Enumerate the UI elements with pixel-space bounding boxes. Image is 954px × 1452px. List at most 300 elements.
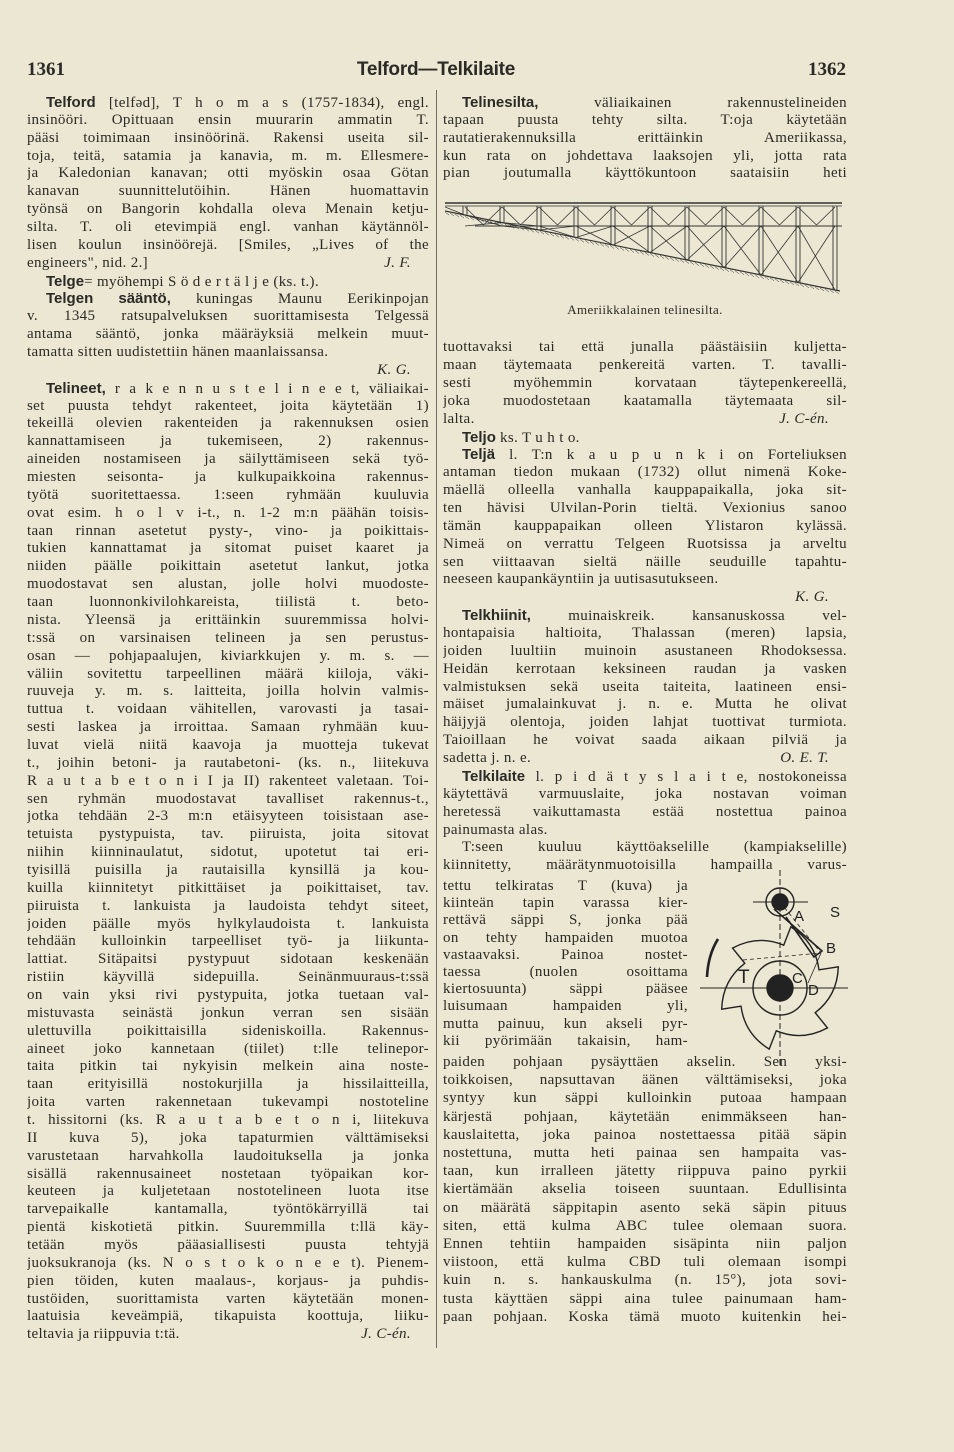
text-line-body: tämän kauppapaikan olleen Ylistaron kylässä.	[443, 517, 847, 534]
text-line	[443, 1108, 847, 1126]
author-signature: K. G.	[795, 589, 829, 606]
text-line	[443, 714, 847, 732]
text-line	[27, 773, 429, 791]
text-line	[27, 540, 429, 558]
text-line-body: piiruista t. lankuista ja laudoista tehdyt siteet,	[27, 897, 429, 914]
text-line	[27, 326, 429, 344]
text-line-body: [telfəd], T h o m a s (1757-1834), engl.	[95, 95, 429, 111]
text-line-content	[443, 411, 475, 429]
text-line-body: tapaan puusta tehty silta. T:oja käytetään	[443, 111, 847, 128]
text-line-body: tukien kannattamat ja sitomat puiset kaaret ja	[27, 540, 429, 557]
dictionary-entry	[27, 290, 429, 379]
ground-hatching	[545, 233, 549, 236]
ground-hatching	[725, 269, 729, 272]
text-line	[27, 523, 429, 541]
text-line	[443, 1144, 847, 1162]
text-line-body: kauslaitetta, joka painoa nostettaessa pitää säpin	[443, 1126, 847, 1143]
text-line	[27, 1291, 429, 1309]
text-line-body: ja Kaledonian kanavan; otti myöskin osaa Götan	[27, 165, 429, 182]
ground-hatching	[610, 246, 614, 249]
text-line	[27, 1041, 429, 1059]
right-end-text	[443, 1053, 847, 1326]
ground-line	[445, 211, 840, 291]
ground-hatching	[450, 213, 454, 216]
text-line	[27, 737, 429, 755]
ground-hatching	[640, 252, 644, 255]
bridge-member	[650, 226, 687, 253]
paragraph	[443, 1053, 847, 1326]
text-line-body: taan luonnonkivilohkareista, tiilistä t. beto-	[27, 594, 429, 611]
text-line-body: niihin kiinninaulatut, sidotut, upotetut tai eri-	[27, 844, 429, 861]
text-line	[27, 290, 429, 308]
text-line	[27, 1273, 429, 1291]
text-line	[443, 696, 847, 714]
text-line	[27, 398, 429, 416]
text-line-body: tehdään kulloinkin tarpeelliset työ- ja liikunta-	[27, 933, 429, 950]
bridge-member	[558, 207, 577, 225]
page-number-right: 1362	[808, 59, 846, 80]
ground-hatching	[550, 234, 554, 237]
bridge-member	[502, 207, 521, 225]
text-line	[27, 433, 429, 451]
entry-headword: Telford	[46, 94, 96, 111]
text-line: kii pyörimään takaisin, ham-	[443, 1032, 688, 1049]
bridge-member	[706, 207, 725, 225]
text-line	[443, 518, 847, 536]
text-line-body: t:ssä on varsinaisen telineen ja sen perustus-	[27, 629, 429, 646]
text-line-body: ovat esim. h o l v i-t., n. 1-2 m:n päähän toisis-	[27, 504, 429, 521]
bridge-member	[595, 207, 614, 225]
bridge-member	[798, 207, 817, 225]
text-line	[443, 500, 847, 518]
text-line	[27, 844, 429, 862]
text-line-body: taan rinnan asetetut pysty-, vino- ja poikittais-	[27, 522, 429, 539]
text-line	[443, 1271, 847, 1289]
text-line	[443, 1217, 847, 1235]
text-line	[27, 1058, 429, 1076]
ground-hatching	[795, 283, 799, 286]
text-line-body: insinööri. Opittuaan ensin muurarin ammatin T.	[27, 111, 429, 128]
text-line	[443, 786, 847, 804]
text-line-body: joiden päälle myös hylkylaudoista t. lankuista	[27, 915, 429, 932]
text-line	[27, 505, 429, 523]
text-line	[27, 1076, 429, 1094]
figure-caption: Ameriikkalainen telinesilta.	[567, 302, 723, 318]
entry-headword: Telkhiinit,	[462, 607, 531, 625]
text-line-body: mistuvasta seinästä jonkun verran sen sisään	[27, 1004, 429, 1021]
author-signature: J. C-én.	[361, 1326, 411, 1343]
ground-hatching	[785, 281, 789, 284]
text-line	[443, 589, 847, 607]
text-line	[443, 839, 847, 857]
text-line-body: ristiin käyvillä sidepuilla. Seinänmuuraus-t:ssä	[27, 969, 429, 986]
text-line-body: nostettuna, mutta heti painaa sen hampaita vas-	[443, 1145, 847, 1162]
text-line	[27, 380, 429, 398]
ground-hatching	[595, 243, 599, 246]
text-line	[27, 755, 429, 773]
ground-hatching	[800, 284, 804, 287]
text-line	[27, 683, 429, 701]
text-line-body: on määrätä säppitapin asento sekä säpin pituus	[443, 1199, 847, 1216]
gear-label-b: B	[826, 940, 837, 958]
text-line	[443, 679, 847, 697]
ground-hatching	[735, 271, 739, 274]
ground-hatching	[535, 231, 539, 234]
text-line: luisumaan hampaiden yli,	[443, 998, 688, 1015]
text-line	[443, 1253, 847, 1271]
text-line	[27, 880, 429, 898]
text-line-body: tamatta sitten uudistettiin hänen maanlaissansa.	[27, 344, 329, 361]
text-line	[27, 1183, 429, 1201]
text-line	[27, 1308, 429, 1326]
text-line	[443, 732, 847, 750]
text-line-body: T:seen kuuluu käyttöakselille (kampiakselille)	[462, 839, 847, 856]
text-line-body: kuin n. s. hankauskulma (n. 15°), jota sovi-	[443, 1272, 847, 1289]
text-line	[27, 933, 429, 951]
text-line	[27, 451, 429, 469]
text-line	[27, 594, 429, 612]
text-line-body: tusta käyttäen säppi aina tulee painumaan ham-	[443, 1290, 847, 1307]
right-mid-text	[443, 339, 847, 875]
text-line-body: viistoon, että kulma CBD tuli olemaan isompi	[443, 1254, 847, 1271]
ground-hatching	[455, 214, 459, 217]
text-line	[443, 571, 847, 589]
text-line-body: kiertämään akselia toiseen suuntaan. Edullisinta	[443, 1181, 847, 1198]
ground-hatching	[650, 254, 654, 257]
ground-hatching	[600, 244, 604, 247]
text-line	[27, 1023, 429, 1041]
ground-hatching	[465, 216, 469, 219]
text-line-body: pian joutumalla käyttökuntoon saataisiin heti	[443, 165, 847, 182]
text-line-body: tetään myös pääasiallisesti puusta tehtyjä	[27, 1237, 429, 1253]
text-line	[27, 1005, 429, 1023]
text-line	[443, 625, 847, 643]
text-line	[27, 1255, 429, 1273]
text-line: mutta painuu, kun akseli pyr-	[443, 1015, 688, 1032]
text-line	[443, 554, 847, 572]
text-line-body: joita varten rakennetaan tukevampi nostoteline	[27, 1094, 429, 1111]
text-line	[443, 94, 847, 112]
text-line	[443, 464, 847, 482]
text-line	[27, 1201, 429, 1219]
ground-hatching	[645, 253, 649, 256]
text-line	[27, 94, 429, 112]
text-line	[443, 482, 847, 500]
author-signature: J. F.	[384, 254, 411, 271]
text-line	[443, 148, 847, 166]
text-line-body: R a u t a b e t o n i I ja II) rakenteet valetaan. Toi-	[27, 772, 429, 789]
text-line-body: aineiden nostamiseen ja säilyttämiseen sekä työ-	[27, 451, 429, 468]
gear-label-a: A	[794, 908, 805, 926]
dictionary-entry	[443, 607, 847, 768]
text-line-body: työnsä on Bangorin kohdalla oleva Menain ketju-	[27, 201, 429, 218]
text-line-body: siten, että kulma ABC tulee olemaan suora.	[443, 1217, 847, 1234]
text-line	[443, 339, 847, 357]
text-line-body: käytettävä varmuuslaite, joka nostavan voiman	[443, 785, 847, 802]
text-line-body: kuilla kiinnitetyt pitkittäiset ja poikittaiset, tav.	[27, 879, 429, 896]
ground-hatching	[675, 259, 679, 262]
text-line-content	[27, 255, 148, 273]
text-line-body: tuottavaksi tai että junalla päästäisiin kuljetta-	[443, 339, 847, 356]
text-line	[443, 1180, 847, 1198]
text-line: rettävä säppi S, jonka pää	[443, 912, 688, 929]
text-line	[27, 487, 429, 505]
text-line-body: lalta.	[443, 410, 475, 427]
text-line-body: painumasta alas.	[443, 821, 548, 838]
text-line-content	[27, 1326, 180, 1344]
text-line	[443, 1162, 847, 1180]
ground-hatching	[655, 255, 659, 258]
entry-headword: Telineet,	[46, 379, 106, 397]
text-line-body: kun rata on johdettava laaksojen yli, jotta rata	[443, 147, 847, 164]
ground-hatching	[605, 245, 609, 248]
text-line	[27, 987, 429, 1005]
entry-headword: Telgen sääntö,	[46, 290, 171, 308]
text-line	[27, 898, 429, 916]
text-line	[27, 576, 429, 594]
text-line-body: = myöhempi S ö d e r t ä l j e (ks. t.).	[84, 273, 320, 290]
text-line-body: hontapaisia haltioita, Thalassan (meren) lapsia,	[443, 625, 847, 642]
dictionary-entry	[443, 768, 847, 839]
text-line	[27, 1237, 429, 1255]
text-line-body: väliin sovitettu tarpeellinen määrä kiiloja, väki-	[27, 665, 429, 682]
text-line	[27, 612, 429, 630]
text-line	[27, 969, 429, 987]
text-line-body: r a k e n n u s t e l i n e e t, väliaikai-	[105, 380, 429, 397]
text-line	[27, 1219, 429, 1237]
text-line-body: pien töiden, kuten maalaus-, korjaus- ja puhdis-	[27, 1272, 429, 1289]
text-line	[443, 357, 847, 375]
gear-label-t: T	[738, 967, 750, 989]
ground-hatching	[580, 240, 584, 243]
ground-hatching	[670, 258, 674, 261]
ratchet-gear-diagram	[688, 865, 853, 1070]
text-line	[443, 536, 847, 554]
bridge-member	[650, 207, 669, 225]
ground-hatching	[620, 248, 624, 251]
text-line-body: II kuva 5), joka tapaturmien välttämiseksi	[27, 1129, 429, 1146]
text-line-body: l. p i d ä t y s l a i t e, nostokoneissa	[525, 768, 847, 785]
bridge-member	[576, 207, 595, 225]
ground-hatching	[665, 257, 669, 260]
text-line-body: nista. Yleensä ja erittäinkin suuremmissa holvi-	[27, 611, 429, 628]
text-line	[443, 643, 847, 661]
text-line-body: maan täytemaata penkereitä varten. T. tavalli-	[443, 357, 847, 374]
text-line-body: jotka tehdään 2-3 m:n etäisyyteen toisistaan ase-	[27, 808, 429, 825]
text-line	[27, 237, 429, 255]
text-line	[27, 826, 429, 844]
text-line	[27, 1130, 429, 1148]
ratchet-section	[443, 878, 847, 1050]
text-line	[27, 701, 429, 719]
text-line-body: muinaiskreik. kansanuskossa vel-	[530, 608, 847, 625]
ground-hatching	[740, 272, 744, 275]
text-line	[443, 411, 847, 429]
ground-hatching	[830, 290, 834, 293]
text-line	[27, 112, 429, 130]
text-line-body: mäiset jumalainkuvat j. n. e. Mutta he olivat	[443, 696, 847, 713]
ground-hatching	[625, 249, 629, 252]
text-line-body: pääsi toimimaan insinöörinä. Rakensi useita sil-	[27, 129, 429, 146]
text-line-body: joiden luultiin muinoin asustaneen Rhodoksessa.	[443, 642, 847, 659]
ground-hatching	[710, 266, 714, 269]
text-line-body: set puusta tehdyt rakenteet, joita käytetään 1)	[27, 397, 429, 414]
text-line	[27, 201, 429, 219]
bridge-member	[613, 226, 650, 245]
entry-headword: Telge	[46, 272, 85, 290]
text-line-body: miesten seisonta- ja kulkupaikkoina rakennus-	[27, 469, 429, 486]
text-line-body: kiinnitetty, määrätynmuotoisilla hampailla varus-	[443, 857, 847, 874]
text-line-body: joka muodostetaan kaatamalla täytemaata sil-	[443, 392, 847, 409]
entry-headword: Telkilaite	[462, 767, 526, 785]
text-line	[27, 344, 429, 362]
bridge-member	[687, 207, 706, 225]
text-line	[443, 130, 847, 148]
text-line-body: sisällä rakennusaineet nostetaan työpaikan kor-	[27, 1165, 429, 1182]
gear-label-c: C	[792, 970, 803, 988]
text-line-content	[443, 750, 531, 768]
ground-hatching	[570, 238, 574, 241]
text-line-body: juoksukranoja (ks. N o s t o k o n e e t). Pienem-	[27, 1254, 429, 1271]
text-line-body: taita pitkin tai nykyisin melkein aina noste-	[27, 1058, 429, 1075]
bridge-member	[780, 207, 799, 225]
ground-hatching	[445, 212, 449, 215]
ground-hatching	[745, 273, 749, 276]
text-line	[27, 362, 429, 380]
text-line-body: sesti myöhemmin korvataan täytepenkereellä,	[443, 375, 847, 392]
bridge-member	[521, 207, 540, 225]
ground-hatching	[700, 264, 704, 267]
text-line	[27, 255, 429, 273]
text-line	[443, 822, 847, 840]
ground-hatching	[825, 289, 829, 292]
text-line: taessa (nuolen osoittama	[443, 964, 688, 981]
text-line-body: pientä kiskotietä pitkin. Suuremmilla t:llä käy-	[27, 1219, 429, 1236]
bridge-member	[669, 207, 688, 225]
text-line	[27, 1148, 429, 1166]
text-line	[443, 768, 847, 786]
text-line	[443, 804, 847, 822]
page-number-left: 1361	[27, 59, 65, 80]
ground-hatching	[720, 268, 724, 271]
ground-hatching	[565, 237, 569, 240]
gear-label-d: D	[808, 982, 819, 1000]
text-line	[443, 661, 847, 679]
text-line-body: sadetta j. n. e.	[443, 750, 532, 767]
text-line-body: paan pohjaan. Koska tämä muoto kuitenkin hei-	[443, 1308, 847, 1325]
text-line	[443, 607, 847, 625]
text-line-body: Heidän kerrotaan keksineen raudan ja vasken	[443, 660, 847, 677]
text-line-body: toja, teitä, satamia ja kanavia, m. m. Ellesmere-	[27, 147, 429, 164]
dictionary-entry	[27, 273, 429, 291]
text-line	[27, 862, 429, 880]
text-line-body: mäellä olleella vanhalla kauppapaikalla, joka sit-	[443, 482, 847, 499]
author-signature: K. G.	[377, 361, 411, 378]
bridge-member	[687, 226, 724, 260]
gear-label-s: S	[830, 904, 841, 922]
author-signature: J. C-én.	[779, 410, 829, 427]
text-line-body: valmistuksen sekä useita taiteita, laatineen ensi-	[443, 678, 847, 695]
text-line-body: antama sääntö, jonka määräyksiä melkein muut-	[27, 326, 429, 343]
text-line-body: varustetaan harvahkolla laudoituksella ja jonka	[27, 1147, 429, 1164]
ground-hatching	[540, 232, 544, 235]
ground-hatching	[790, 282, 794, 285]
text-line-body: lisen koulun insinöörejä. [Smiles, „Lives of the	[27, 236, 429, 253]
text-line: kiertosuunta) säppi pääsee	[443, 981, 688, 998]
ground-hatching	[685, 261, 689, 264]
ground-hatching	[755, 275, 759, 278]
text-line-body: sen viittaavan sieltä näille seuduille tapahtu-	[443, 553, 847, 570]
text-line	[27, 1326, 429, 1344]
text-line	[27, 791, 429, 809]
text-line-body: luvat vielä niitä kaavoja ja muotteja tukevat	[27, 736, 429, 753]
text-line-body: kannattamiseen ja tukemiseen, 2) rakennus-	[27, 433, 429, 450]
bridge-member	[632, 207, 651, 225]
ground-hatching	[815, 287, 819, 290]
text-line-body: Ennen tehtiin hampaiden sisäpinta niin paljon	[443, 1235, 847, 1252]
text-line-body: niiden päälle poikittain asetetut lankut, jotka	[27, 558, 429, 575]
text-line-body: kuningas Maunu Eerikinpojan	[170, 291, 429, 308]
ground-hatching	[730, 270, 734, 273]
text-line	[27, 1166, 429, 1184]
text-line	[27, 165, 429, 183]
right-column	[443, 94, 847, 1326]
ground-hatching	[775, 279, 779, 282]
text-line-body: tetuista pystypuista, tav. piiruista, joita sitovat	[27, 826, 429, 843]
entry-headword: Telinesilta,	[462, 94, 539, 111]
text-line-body: ks. T u h t o.	[495, 429, 580, 446]
text-line	[443, 375, 847, 393]
right-top-text	[443, 94, 847, 183]
text-line-body: muodostavat sen alustan, jolle holvi muodoste-	[27, 576, 429, 593]
text-line	[27, 148, 429, 166]
ground-hatching	[750, 274, 754, 277]
bridge-member	[817, 207, 836, 225]
ground-hatching	[555, 235, 559, 238]
text-line	[443, 750, 847, 768]
dictionary-entry	[27, 380, 429, 1344]
ground-hatching	[810, 286, 814, 289]
text-line	[443, 1199, 847, 1217]
text-line	[27, 130, 429, 148]
text-line-body: tyisillä puisilla ja rautaisilla kynsillä ja kou-	[27, 861, 429, 878]
bridge-member	[743, 207, 762, 225]
left-text	[27, 94, 429, 1344]
text-line-body: laatuisia keveämpiä, tikapuista koottuja, liiku-	[27, 1308, 429, 1325]
text-line-body: tustöiden, suorittamista varten käytetään monen-	[27, 1290, 429, 1307]
text-line	[443, 1308, 847, 1326]
text-line-body: syntyy kun säppi kulloinkin putoaa hampaan	[443, 1090, 847, 1107]
text-line	[27, 469, 429, 487]
text-line-body: antaman tiedon mukaan (1732) ollut nimenä Koke-	[443, 464, 847, 481]
ground-hatching	[780, 280, 784, 283]
text-line-body: tuttua t. voidaan vähitellen, varovasti ja tasai-	[27, 701, 429, 718]
text-line-body: teltavia ja riippuvia t:tä.	[27, 1326, 180, 1343]
bridge-member	[761, 207, 780, 225]
ground-hatching	[560, 236, 564, 239]
text-line	[27, 951, 429, 969]
bridge-member	[761, 226, 798, 282]
text-line	[27, 719, 429, 737]
text-line	[27, 1094, 429, 1112]
text-line-body: osan — pohjapaalujen, kiviarkkujen y. m. s. —	[27, 647, 429, 664]
text-line	[27, 808, 429, 826]
dictionary-entry	[443, 429, 847, 447]
entry-headword: Teljä	[462, 446, 496, 464]
text-line-body: heretessä vaikuttamasta estää nostettua painoa	[443, 803, 847, 820]
text-line-body: t., joihin betoni- ja rautabetoni- (ks. n., liitekuva	[27, 754, 429, 771]
text-line-body: ten hävisi Ulvilan-Porin tieltä. Vexionius sanoo	[443, 500, 847, 517]
